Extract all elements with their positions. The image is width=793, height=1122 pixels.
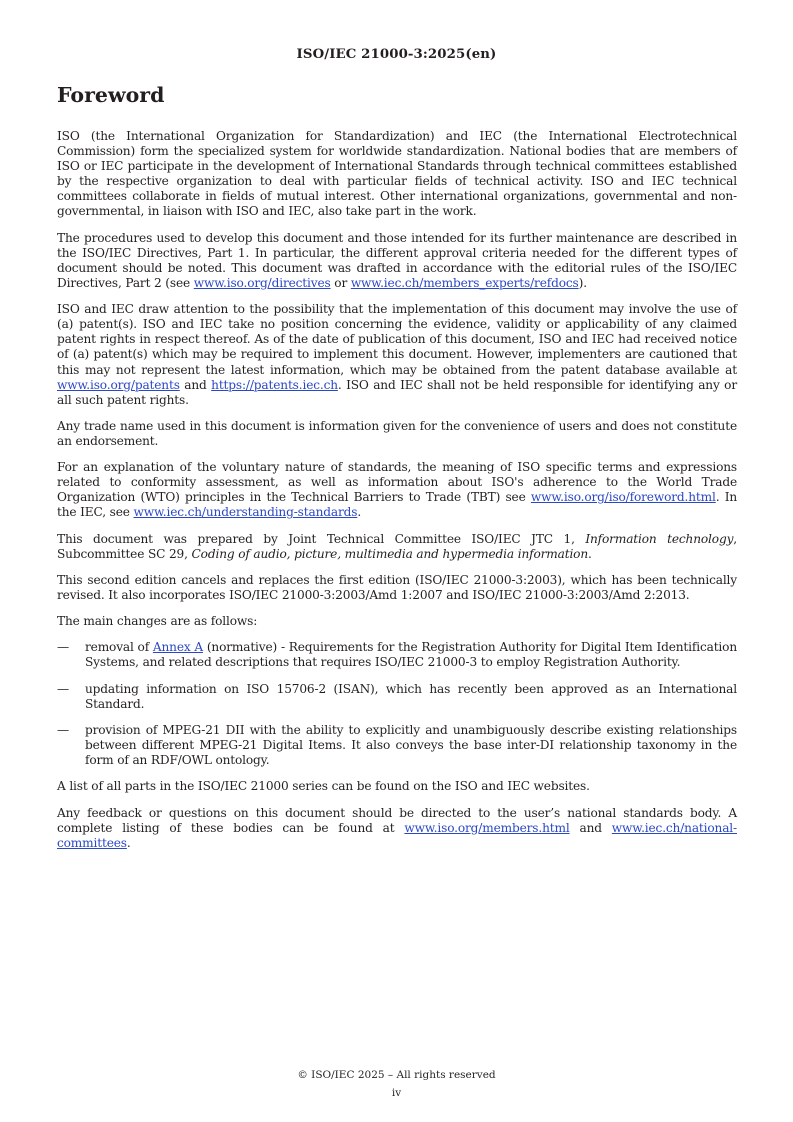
changes-list: [57, 640, 737, 768]
committee-name: Information technology: [585, 531, 734, 546]
link-annex-a[interactable]: Annex A: [152, 640, 203, 655]
copyright-notice: © ISO/IEC 2025 – All rights reserved: [297, 1069, 496, 1081]
paragraph-voluntary-nature: For an explanation of the voluntary nature of standards, the meaning of ISO specific terms and expressions related to conformity assessment, as well as information about ISO's adherence to the World Trade Organization (WTO) principles in the Technical Barriers to Trade (TBT) see www.iso.org/iso/foreword.html. In the IEC, see www.iec.ch/understanding-standards.: [57, 460, 738, 520]
dash-bullet: —: [57, 681, 69, 696]
subcommittee-name: Coding of audio, picture, multimedia and hypermedia information: [191, 546, 589, 561]
page-number: iv: [391, 1087, 402, 1099]
dash-bullet: —: [57, 722, 69, 737]
link-iso-members[interactable]: www.iso.org/members.html: [404, 820, 570, 835]
list-item: — updating information on ISO 15706-2 (ISAN), which has recently been approved as an International Standard.: [57, 681, 737, 711]
link-iec-refdocs[interactable]: www.iec.ch/members_experts/refdocs: [350, 275, 579, 290]
paragraph-series-list: A list of all parts in the ISO/IEC 21000 series can be found on the ISO and IEC websites.: [57, 779, 590, 794]
paragraph-organizations: ISO (the International Organization for Standardization) and IEC (the International Electrotechnical Commission) form the specialized system for worldwide standardization. National bodies that are members of ISO or IEC participate in the development of International Standards through technical committees established by the respective organization to deal with particular fields of technical activity. ISO and IEC technical committees collaborate in fields of mutual interest. Other international organizations, governmental and non-governmental, in liaison with ISO and IEC, also take part in the work.: [57, 129, 737, 219]
paragraph-feedback: Any feedback or questions on this document should be directed to the user’s national standards body. A complete listing of these bodies can be found at www.iso.org/members.html and www.iec.ch/national-committees.: [57, 805, 737, 850]
paragraph-procedures: The procedures used to develop this document and those intended for its further maintenance are described in the ISO/IEC Directives, Part 1. In particular, the different approval criteria needed for the different types of document should be noted. This document was drafted in accordance with the editorial rules of the ISO/IEC Directives, Part 2 (see www.iso.org/directives or www.iec.ch/members_experts/refdocs).: [57, 230, 737, 290]
page-footer: [0, 1066, 793, 1102]
list-item: — provision of MPEG-21 DII with the ability to explicitly and unambiguously describe existing relationships between different MPEG-21 Digital Items. It also conveys the base inter-DI relationship taxonomy in the form of an RDF/OWL ontology.: [57, 722, 737, 768]
list-item: — removal of Annex A (normative) - Requirements for the Registration Authority for Digital Item Identification Systems, and related descriptions that requires ISO/IEC 21000-3 to employ Registration Authority.: [57, 640, 737, 670]
link-iec-national-committees[interactable]: www.iec.ch/national-committees: [57, 820, 737, 850]
paragraph-edition: This second edition cancels and replaces the first edition (ISO/IEC 21000-3:2003), which has been technically revised. It also incorporates ISO/IEC 21000-3:2003/Amd 1:2007 and ISO/IEC 21000-3:2003/Amd 2:2013.: [57, 572, 737, 602]
link-iso-foreword[interactable]: www.iso.org/iso/foreword.html: [530, 490, 716, 505]
paragraph-trade-name: Any trade name used in this document is information given for the convenience of users and does not constitute an endorsement.: [57, 418, 737, 448]
paragraph-changes-intro: The main changes are as follows:: [57, 614, 258, 629]
foreword-body: [57, 129, 737, 862]
dash-bullet: —: [57, 640, 69, 655]
page-title: Foreword: [57, 83, 165, 107]
paragraph-patents: ISO and IEC draw attention to the possibility that the implementation of this document may involve the use of (a) patent(s). ISO and IEC take no position concerning the evidence, validity or applicability of any claimed patent rights in respect thereof. As of the date of publication of this document, ISO and IEC had received notice of (a) patent(s) which may be required to implement this document. However, implementers are cautioned that this may not represent the latest information, which may be obtained from the patent database available at www.iso.org/patents and https://patents.iec.ch. ISO and IEC shall not be held responsible for identifying any or all such patent rights.: [57, 302, 737, 407]
document-id-header: ISO/IEC 21000-3:2025(en): [296, 47, 497, 62]
link-iec-patents[interactable]: https://patents.iec.ch: [211, 377, 338, 392]
paragraph-prepared-by: This document was prepared by Joint Technical Committee ISO/IEC JTC 1, Information technology, Subcommittee SC 29, Coding of audio, picture, multimedia and hypermedia information.: [57, 531, 737, 561]
link-iso-directives[interactable]: www.iso.org/directives: [193, 275, 331, 290]
link-iso-patents[interactable]: www.iso.org/patents: [57, 377, 180, 392]
link-iec-understanding-standards[interactable]: www.iec.ch/understanding-standards: [133, 505, 358, 520]
